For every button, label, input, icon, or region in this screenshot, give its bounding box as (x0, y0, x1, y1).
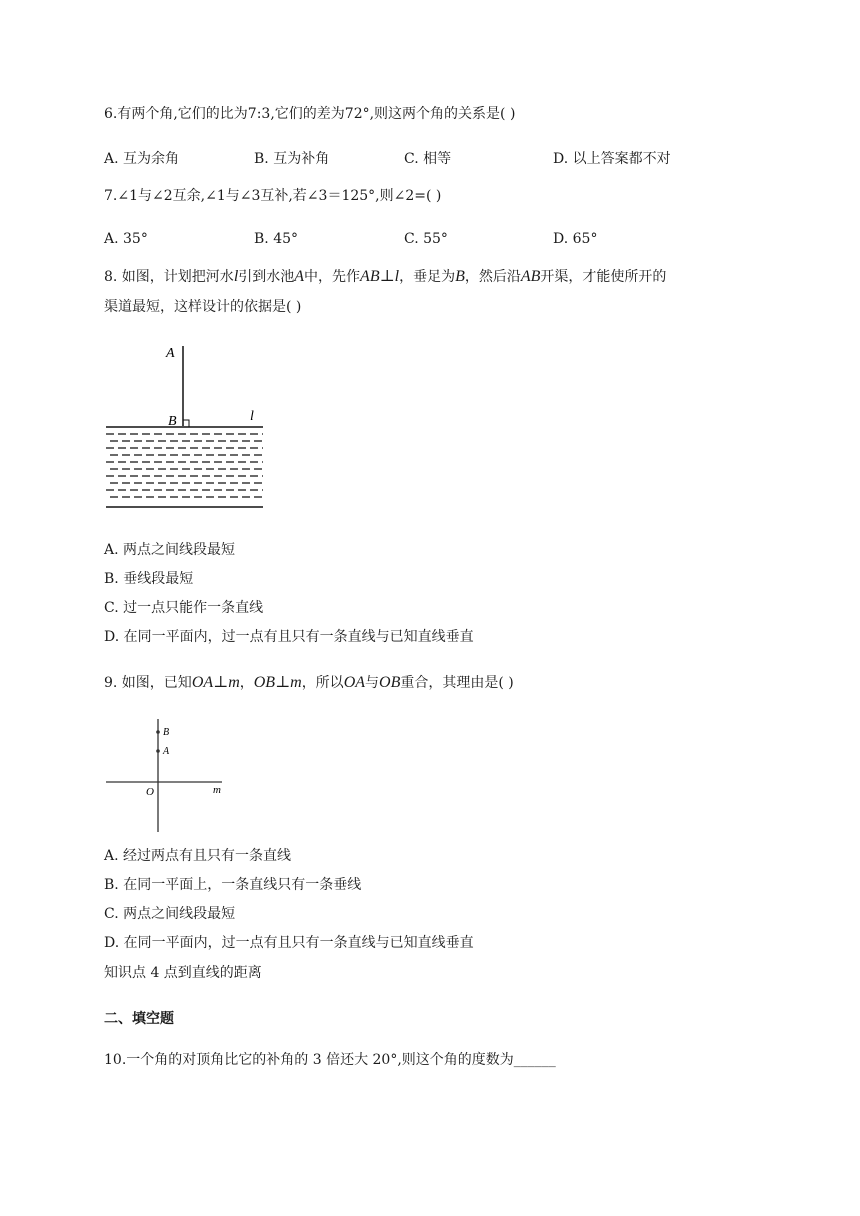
question-9-text: 与 (365, 675, 380, 691)
label-o: O (146, 786, 154, 798)
label-b: B (163, 727, 170, 738)
question-9-text: ，所以 (301, 675, 344, 691)
question-8-option-c: C. 过一点只能作一条直线 (104, 600, 264, 616)
question-8-stem-line1 (104, 267, 666, 287)
question-8-text: 中，先作 (304, 269, 361, 285)
question-7-stem: 7.∠1与∠2互余,∠1与∠3互补,若∠3＝125°,则∠2=( ) (104, 188, 442, 204)
question-7-option-a: A. 35° (104, 231, 148, 247)
question-8-text: 引到水池 (238, 269, 295, 285)
question-9-option-d: D. 在同一平面内，过一点有且只有一条直线与已知直线垂直 (104, 935, 474, 951)
label-a: A (163, 746, 170, 757)
question-10-stem: 10.一个角的对顶角比它的补角的 3 倍还大 20°,则这个角的度数为______ (104, 1052, 556, 1068)
label-l: l (250, 409, 254, 424)
question-8-text: 开渠，才能使所开的 (540, 269, 667, 285)
question-6-option-d: D. 以上答案都不对 (553, 151, 671, 167)
variable-oa: OA (343, 674, 366, 691)
variable-a: A (294, 268, 305, 285)
label-m: m (213, 784, 221, 796)
question-9-option-c: C. 两点之间线段最短 (104, 906, 236, 922)
question-9-figure (100, 715, 230, 835)
right-angle-mark (183, 420, 189, 427)
question-7-option-d: D. 65° (553, 231, 598, 247)
question-7-option-b: B. 45° (254, 231, 299, 247)
question-9-text: ， (239, 675, 254, 691)
question-8-option-b: B. 垂线段最短 (104, 571, 194, 587)
section-title: 二、填空题 (104, 1011, 174, 1027)
expression-ob-perp-m: OB⊥m (253, 674, 302, 691)
variable-b: B (455, 268, 465, 285)
question-9-option-a: A. 经过两点有且只有一条直线 (104, 848, 292, 864)
expression-ab-perp-l: AB⊥l (360, 268, 400, 285)
question-8-option-a: A. 两点之间线段最短 (104, 542, 236, 558)
question-8-text: 8. 如图，计划把河水 (104, 269, 234, 285)
variable-ab: AB (520, 268, 541, 285)
question-8-option-d: D. 在同一平面内，过一点有且只有一条直线与已知直线垂直 (104, 629, 474, 645)
variable-ob: OB (379, 674, 401, 691)
question-8-text: ，然后沿 (464, 269, 521, 285)
question-9-text: 重合，其理由是( ) (400, 675, 514, 691)
question-6-option-a: A. 互为余角 (104, 151, 180, 167)
question-9-stem (104, 673, 514, 693)
label-b: B (168, 414, 177, 429)
label-a: A (166, 346, 175, 361)
question-8-figure (100, 340, 270, 515)
question-7-option-c: C. 55° (404, 231, 448, 247)
question-8-text: ，垂足为 (399, 269, 456, 285)
water-hatching (106, 434, 263, 497)
knowledge-point-heading: 知识点 4 点到直线的距离 (104, 965, 262, 981)
point-a (156, 749, 160, 753)
expression-oa-perp-m: OA⊥m (191, 674, 240, 691)
question-9-text: 9. 如图，已知 (104, 675, 192, 691)
question-6-option-b: B. 互为补角 (254, 151, 330, 167)
point-b (156, 730, 160, 734)
question-8-stem-line2: 渠道最短，这样设计的依据是( ) (104, 299, 302, 315)
variable-l: l (233, 268, 239, 285)
question-6-stem: 6.有两个角,它们的比为7:3,它们的差为72°,则这两个角的关系是( ) (104, 106, 516, 122)
question-6-option-c: C. 相等 (404, 151, 452, 167)
question-9-option-b: B. 在同一平面上，一条直线只有一条垂线 (104, 877, 362, 893)
